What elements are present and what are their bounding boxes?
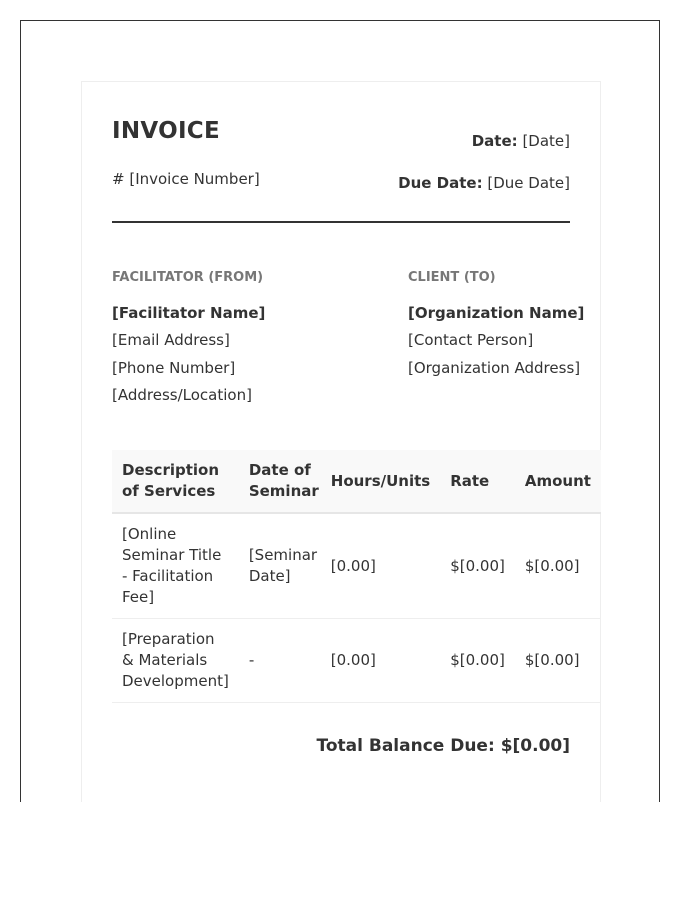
to-section-label: CLIENT (TO) xyxy=(408,270,496,285)
table-header-row xyxy=(112,450,601,513)
cell-hours: [0.00] xyxy=(329,619,440,703)
cell-amount: $[0.00] xyxy=(515,619,601,703)
facilitator-address: [Address/Location] xyxy=(112,386,252,404)
client-name: [Organization Name] xyxy=(408,304,585,322)
table-row xyxy=(112,513,601,619)
total-balance xyxy=(317,736,571,756)
header-hours: Hours/Units xyxy=(329,450,440,513)
header-amount: Amount xyxy=(515,450,601,513)
invoice-due-date xyxy=(398,174,570,192)
cell-description: [Preparation & Materials Development] xyxy=(112,619,239,703)
cell-rate: $[0.00] xyxy=(440,619,515,703)
cell-description: [Online Seminar Title - Facilitation Fee] xyxy=(112,513,239,619)
date-value: [Date] xyxy=(522,132,570,150)
invoice-number: # [Invoice Number] xyxy=(112,170,260,188)
header-divider xyxy=(112,221,570,223)
total-value: $[0.00] xyxy=(500,736,570,756)
total-label: Total Balance Due: xyxy=(316,736,495,756)
client-address: [Organization Address] xyxy=(408,359,581,377)
facilitator-name: [Facilitator Name] xyxy=(112,304,266,322)
due-date-label: Due Date: xyxy=(398,174,483,192)
cell-hours: [0.00] xyxy=(329,513,440,619)
facilitator-phone: [Phone Number] xyxy=(112,359,236,377)
due-date-value: [Due Date] xyxy=(487,174,570,192)
services-table xyxy=(112,450,601,703)
cell-rate: $[0.00] xyxy=(440,513,515,619)
client-contact: [Contact Person] xyxy=(408,331,534,349)
cell-date: - xyxy=(239,619,329,703)
header-description: Description of Services xyxy=(112,450,239,513)
table-row xyxy=(112,619,601,703)
date-label: Date: xyxy=(471,132,518,150)
header-rate: Rate xyxy=(440,450,515,513)
cell-date: [Seminar Date] xyxy=(239,513,329,619)
facilitator-email: [Email Address] xyxy=(112,331,230,349)
from-section-label: FACILITATOR (FROM) xyxy=(112,270,264,285)
invoice-title: INVOICE xyxy=(112,118,221,144)
cell-amount: $[0.00] xyxy=(515,513,601,619)
header-date: Date of Seminar xyxy=(239,450,329,513)
invoice-date xyxy=(472,132,570,150)
